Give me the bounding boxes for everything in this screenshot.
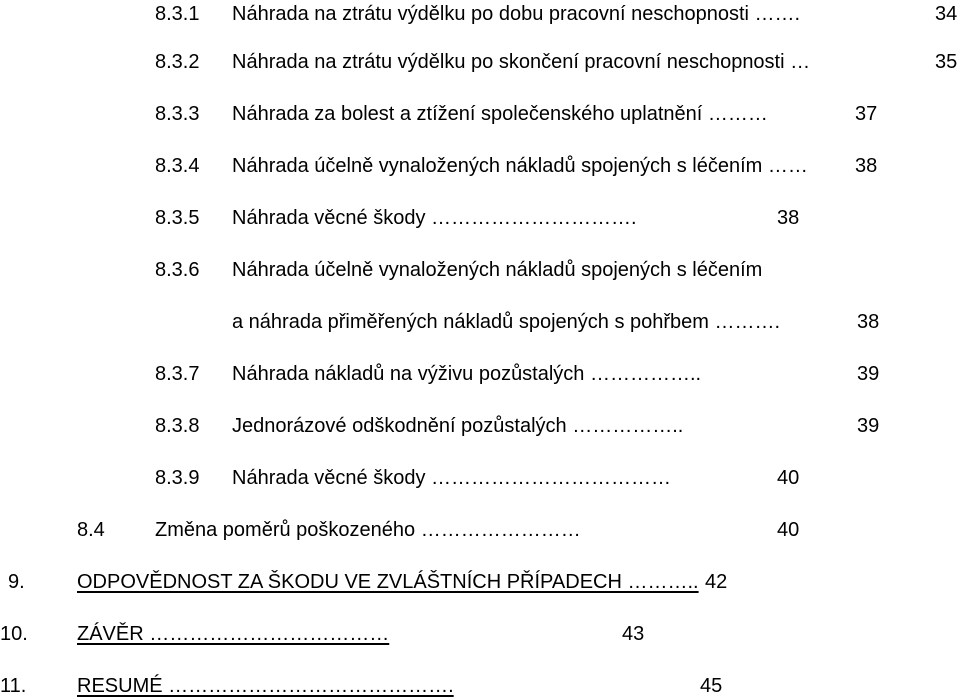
toc-entry-title: Náhrada na ztrátu výdělku po dobu pracovní neschopnosti …….: [232, 3, 801, 25]
toc-entry-8-3-4: [0, 154, 960, 178]
toc-entry-title: Jednorázové odškodnění pozůstalých ……………..: [232, 415, 684, 437]
toc-entry-page: 43: [622, 623, 645, 645]
toc-entry-title-continued: a náhrada přiměřených nákladů spojených s pohřbem ……….: [232, 311, 781, 333]
toc-entry-8-3-2: [0, 50, 960, 74]
toc-entry-page: 38: [857, 311, 880, 333]
toc-entry-number: 11.: [0, 675, 27, 697]
toc-entry-8-3-1: [0, 2, 960, 26]
toc-entry-title: ZÁVĚR ………………………………: [77, 623, 390, 645]
toc-entry-11: [0, 674, 960, 697]
toc-entry-number: 8.3.2: [155, 51, 200, 73]
toc-entry-number: 9.: [8, 571, 25, 593]
toc-entry-9: [0, 570, 960, 594]
toc-entry-number: 8.4: [77, 519, 105, 541]
toc-entry-8-3-3: [0, 102, 960, 126]
toc-entry-page: 37: [855, 103, 878, 125]
toc-entry-8-4: [0, 518, 960, 542]
toc-entry-page: 34: [935, 3, 958, 25]
toc-entry-number: 8.3.5: [155, 207, 200, 229]
toc-entry-page: 45: [700, 675, 723, 697]
toc-entry-page: 42: [705, 571, 728, 593]
toc-entry-title: Náhrada nákladů na výživu pozůstalých ……………..: [232, 363, 702, 385]
toc-entry-page: 39: [857, 363, 880, 385]
toc-entry-number: 8.3.4: [155, 155, 200, 177]
toc-entry-number: 8.3.6: [155, 259, 200, 281]
toc-entry-title: RESUMÉ …………………………………….: [77, 675, 454, 697]
toc-entry-title: ODPOVĚDNOST ZA ŠKODU VE ZVLÁŠTNÍCH PŘÍPADECH ………..: [77, 571, 699, 593]
toc-entry-number: 10.: [0, 623, 28, 645]
toc-entry-page: 39: [857, 415, 880, 437]
toc-entry-number: 8.3.8: [155, 415, 200, 437]
toc-entry-title: Změna poměrů poškozeného ……………………: [155, 519, 581, 541]
toc-entry-number: 8.3.9: [155, 467, 200, 489]
toc-entry-page: 38: [777, 207, 800, 229]
toc-entry-title: Náhrada věcné škody ………………………………: [232, 467, 672, 489]
toc-entry-title: Náhrada věcné škody ………………………….: [232, 207, 637, 229]
toc-entry-number: 8.3.7: [155, 363, 200, 385]
toc-entry-8-3-5: [0, 206, 960, 230]
toc-entry-8-3-8: [0, 414, 960, 438]
toc-entry-page: 38: [855, 155, 878, 177]
toc-entry-page: 40: [777, 519, 800, 541]
toc-entry-title: Náhrada na ztrátu výdělku po skončení pracovní neschopnosti …: [232, 51, 811, 73]
toc-entry-8-3-9: [0, 466, 960, 490]
toc-entry-8-3-7: [0, 362, 960, 386]
toc-entry-10: [0, 622, 960, 646]
toc-entry-title: Náhrada účelně vynaložených nákladů spojených s léčením ……: [232, 155, 808, 177]
toc-entry-number: 8.3.3: [155, 103, 200, 125]
toc-entry-title: Náhrada účelně vynaložených nákladů spojených s léčením: [232, 259, 763, 281]
toc-entry-number: 8.3.1: [155, 3, 200, 25]
toc-entry-page: 40: [777, 467, 800, 489]
toc-entry-page: 35: [935, 51, 958, 73]
toc-entry-8-3-6: [0, 258, 960, 334]
toc-entry-title: Náhrada za bolest a ztížení společenského uplatnění ………: [232, 103, 768, 125]
